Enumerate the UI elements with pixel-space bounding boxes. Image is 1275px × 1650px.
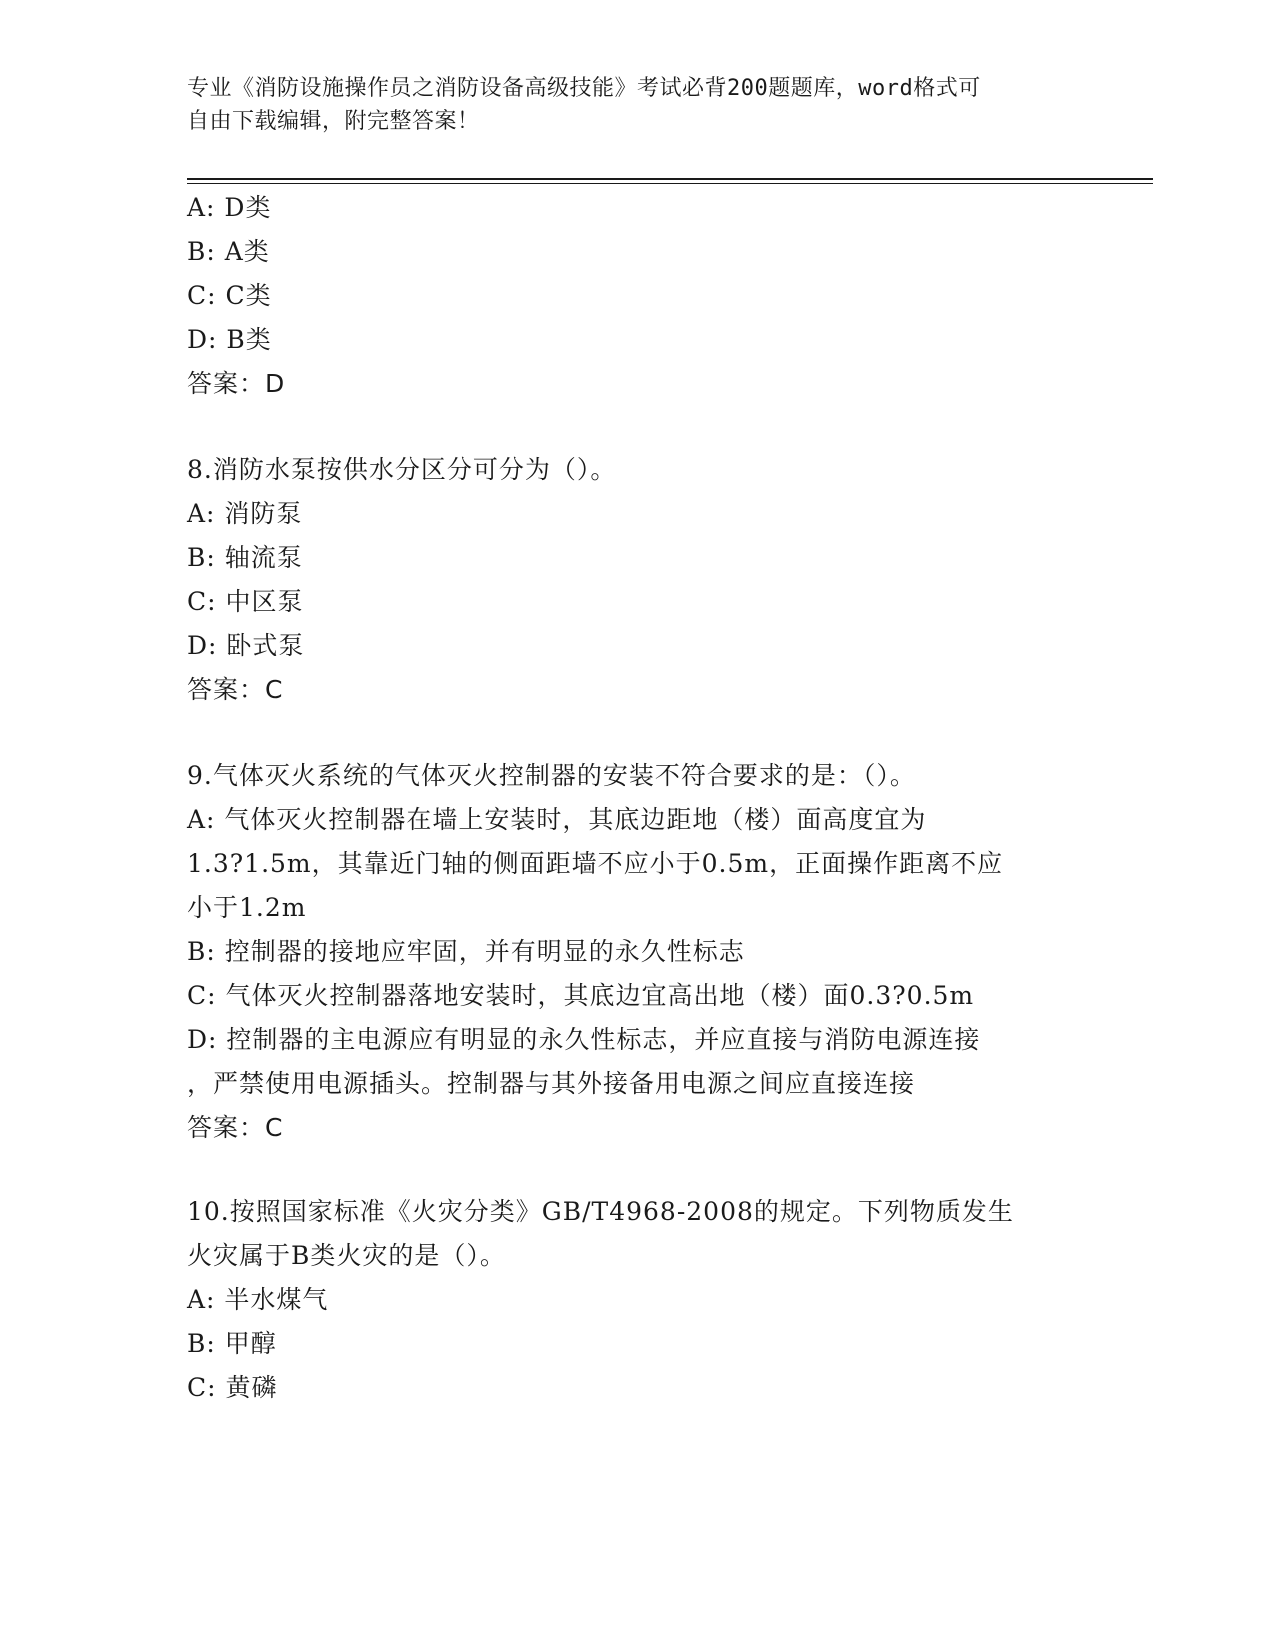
- document-header: [187, 72, 1087, 138]
- q8-answer: 答案：C: [187, 675, 284, 704]
- header-line-2: 自由下载编辑，附完整答案！: [187, 109, 480, 134]
- q9-option-a-line-2: 1.3?1.5m，其靠近门轴的侧面距墙不应小于0.5m，正面操作距离不应: [187, 849, 1004, 878]
- header-divider: [187, 178, 1153, 180]
- q9-option-a-line-3: 小于1.2m: [187, 893, 307, 922]
- q9-answer: 答案：C: [187, 1113, 284, 1142]
- q7-answer: 答案：D: [187, 369, 286, 398]
- q10-question-line-1: 10.按照国家标准《火灾分类》GB/T4968-2008的规定。下列物质发生: [187, 1197, 1014, 1226]
- q8-option-a: A: 消防泵: [187, 499, 303, 528]
- q8-option-d: D: 卧式泵: [187, 631, 305, 660]
- q9-option-c: C: 气体灭火控制器落地安装时，其底边宜高出地（楼）面0.3?0.5m: [187, 981, 975, 1010]
- q7-option-c: C: C类: [187, 281, 272, 310]
- q10-question-line-2: 火灾属于B类火灾的是（）。: [187, 1241, 506, 1270]
- q10-option-a: A: 半水煤气: [187, 1285, 329, 1314]
- q7-option-d: D: B类: [187, 325, 272, 354]
- q9-option-d-line-2: ，严禁使用电源插头。控制器与其外接备用电源之间应直接连接: [187, 1069, 916, 1098]
- q10-option-c: C: 黄磷: [187, 1373, 278, 1402]
- q9-question: 9.气体灭火系统的气体灭火控制器的安装不符合要求的是：（）。: [187, 761, 916, 790]
- q8-question: 8.消防水泵按供水分区分可分为（）。: [187, 455, 617, 484]
- q9-option-d-line-1: D: 控制器的主电源应有明显的永久性标志，并应直接与消防电源连接: [187, 1025, 981, 1054]
- header-line-1: 专业《消防设施操作员之消防设备高级技能》考试必背200题题库，word格式可: [187, 76, 981, 101]
- q7-option-a: A: D类: [187, 193, 272, 222]
- q7-option-b: B: A类: [187, 237, 270, 266]
- q9-option-a-line-1: A: 气体灭火控制器在墙上安装时，其底边距地（楼）面高度宜为: [187, 805, 927, 834]
- q8-option-c: C: 中区泵: [187, 587, 304, 616]
- q10-option-b: B: 甲醇: [187, 1329, 277, 1358]
- q9-option-b: B: 控制器的接地应牢固，并有明显的永久性标志: [187, 937, 745, 966]
- q8-option-b: B: 轴流泵: [187, 543, 303, 572]
- header-divider-thin: [187, 183, 1153, 184]
